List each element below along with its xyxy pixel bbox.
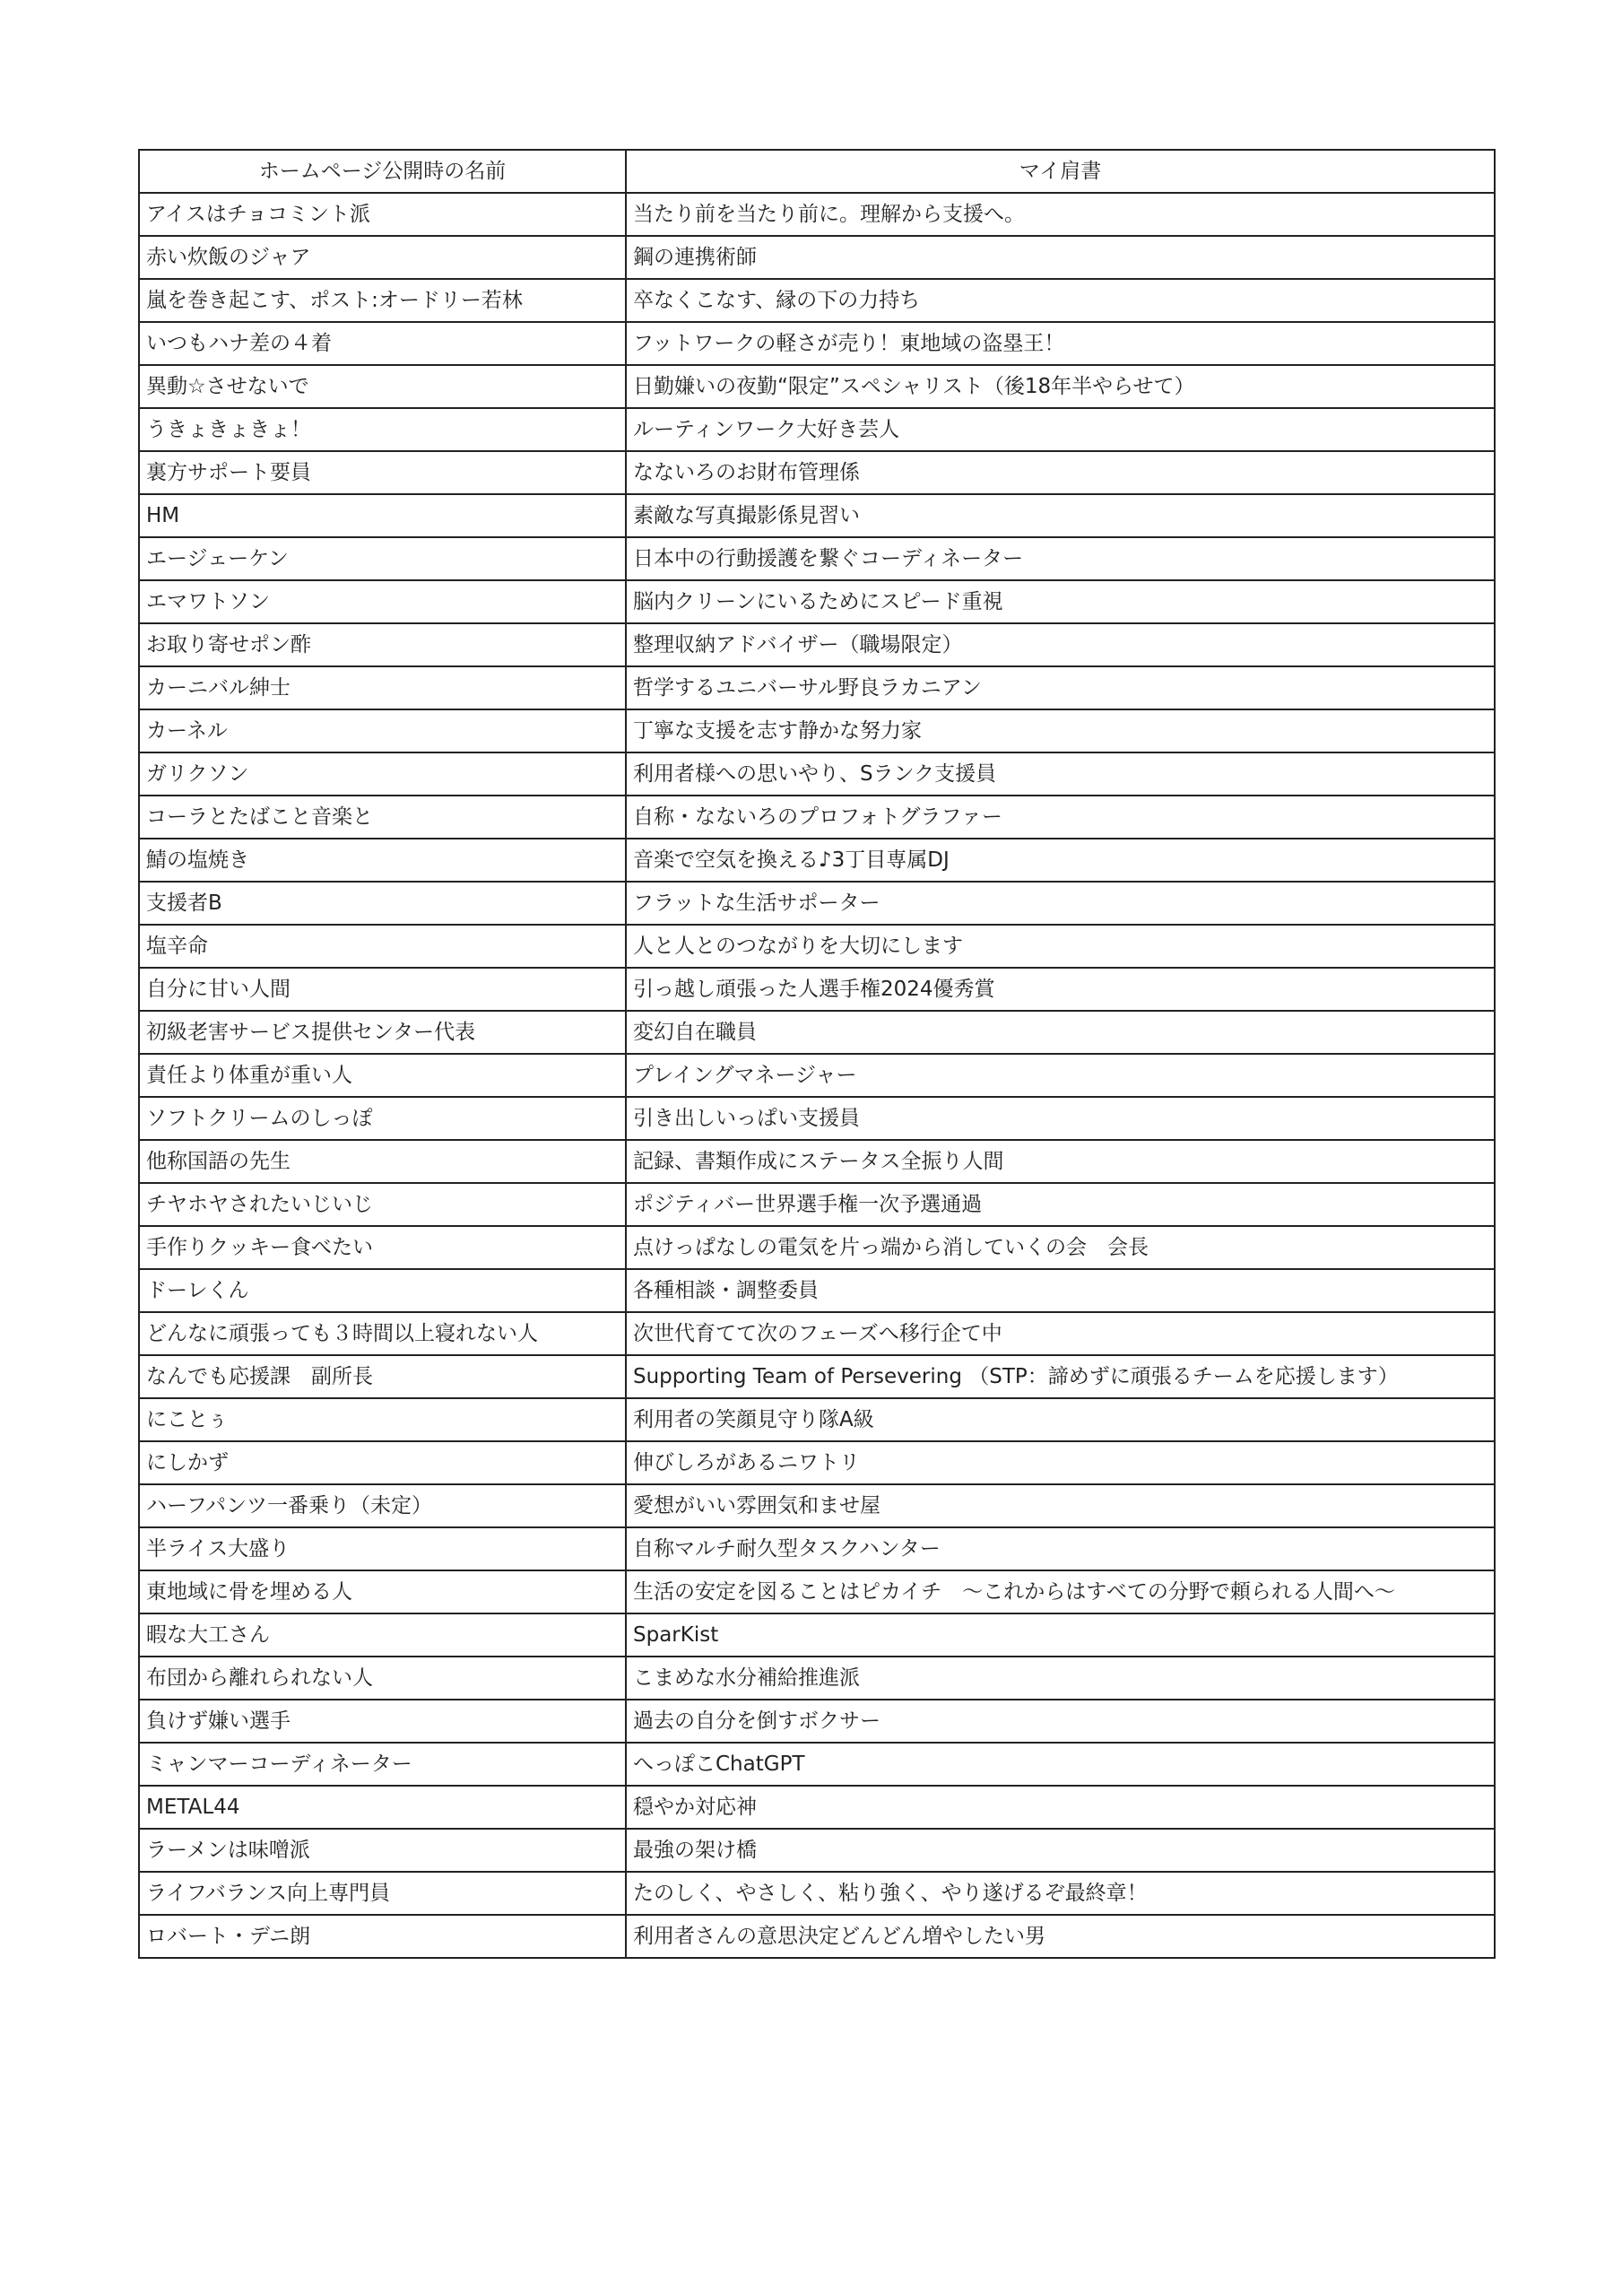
- cell-public-name: 布団から離れられない人: [139, 1657, 626, 1700]
- table-row: [139, 365, 1495, 408]
- cell-public-name: なんでも応援課 副所長: [139, 1355, 626, 1398]
- cell-public-name: にしかず: [139, 1441, 626, 1484]
- cell-my-title: フラットな生活サポーター: [626, 882, 1495, 925]
- table-row: [139, 1829, 1495, 1872]
- cell-my-title: ポジティバー世界選手権一次予選通過: [626, 1183, 1495, 1226]
- cell-public-name: カーニバル紳士: [139, 666, 626, 709]
- cell-public-name: ミャンマーコーディネーター: [139, 1743, 626, 1786]
- cell-my-title: 鋼の連携術師: [626, 236, 1495, 279]
- cell-my-title: 日勤嫌いの夜勤“限定”スペシャリスト（後18年半やらせて）: [626, 365, 1495, 408]
- table-row: [139, 1269, 1495, 1312]
- cell-my-title: ルーティンワーク大好き芸人: [626, 408, 1495, 451]
- cell-public-name: 異動☆させないで: [139, 365, 626, 408]
- table-row: [139, 1183, 1495, 1226]
- cell-public-name: ハーフパンツ一番乗り（未定）: [139, 1484, 626, 1527]
- table-row: [139, 451, 1495, 494]
- cell-my-title: 利用者の笑顔見守り隊A級: [626, 1398, 1495, 1441]
- cell-public-name: 負けず嫌い選手: [139, 1700, 626, 1743]
- table-row: [139, 1226, 1495, 1269]
- table-row: [139, 537, 1495, 580]
- cell-my-title: 記録、書類作成にステータス全振り人間: [626, 1140, 1495, 1183]
- table-row: [139, 796, 1495, 839]
- table-row: [139, 322, 1495, 365]
- cell-my-title: フットワークの軽さが売り！東地域の盗塁王！: [626, 322, 1495, 365]
- cell-public-name: 支援者B: [139, 882, 626, 925]
- cell-my-title: 日本中の行動援護を繋ぐコーディネーター: [626, 537, 1495, 580]
- table-row: [139, 623, 1495, 666]
- cell-my-title: 過去の自分を倒すボクサー: [626, 1700, 1495, 1743]
- cell-public-name: ソフトクリームのしっぽ: [139, 1097, 626, 1140]
- cell-my-title: なないろのお財布管理係: [626, 451, 1495, 494]
- table-row: [139, 709, 1495, 752]
- cell-public-name: エージェーケン: [139, 537, 626, 580]
- cell-my-title: 利用者さんの意思決定どんどん増やしたい男: [626, 1915, 1495, 1958]
- cell-public-name: カーネル: [139, 709, 626, 752]
- cell-my-title: プレイングマネージャー: [626, 1054, 1495, 1097]
- table-row: [139, 752, 1495, 796]
- column-header-name: ホームページ公開時の名前: [139, 150, 626, 193]
- cell-my-title: 各種相談・調整委員: [626, 1269, 1495, 1312]
- cell-my-title: たのしく、やさしく、粘り強く、やり遂げるぞ最終章！: [626, 1872, 1495, 1915]
- table-body: [139, 193, 1495, 1958]
- table-row: [139, 193, 1495, 236]
- cell-my-title: 点けっぱなしの電気を片っ端から消していくの会 会長: [626, 1226, 1495, 1269]
- cell-my-title: 脳内クリーンにいるためにスピード重視: [626, 580, 1495, 623]
- cell-public-name: チヤホヤされたいじいじ: [139, 1183, 626, 1226]
- cell-my-title: 当たり前を当たり前に。理解から支援へ。: [626, 193, 1495, 236]
- table-row: [139, 1011, 1495, 1054]
- cell-my-title: 生活の安定を図ることはピカイチ ～これからはすべての分野で頼られる人間へ～: [626, 1570, 1495, 1613]
- cell-public-name: 塩辛命: [139, 925, 626, 968]
- cell-public-name: お取り寄せポン酢: [139, 623, 626, 666]
- cell-my-title: 伸びしろがあるニワトリ: [626, 1441, 1495, 1484]
- cell-my-title: 自称マルチ耐久型タスクハンター: [626, 1527, 1495, 1570]
- table-row: [139, 1355, 1495, 1398]
- table-row: [139, 494, 1495, 537]
- cell-my-title: 穏やか対応神: [626, 1786, 1495, 1829]
- cell-public-name: 自分に甘い人間: [139, 968, 626, 1011]
- cell-public-name: どんなに頑張っても３時間以上寝れない人: [139, 1312, 626, 1355]
- cell-my-title: Supporting Team of Persevering （STP：諦めずに頑張るチームを応援します）: [626, 1355, 1495, 1398]
- table-row: [139, 925, 1495, 968]
- table-row: [139, 1613, 1495, 1657]
- table-row: [139, 580, 1495, 623]
- table-row: [139, 1786, 1495, 1829]
- table-row: [139, 1527, 1495, 1570]
- cell-public-name: HM: [139, 494, 626, 537]
- table-row: [139, 1743, 1495, 1786]
- cell-my-title: へっぽこChatGPT: [626, 1743, 1495, 1786]
- table-row: [139, 236, 1495, 279]
- cell-public-name: METAL44: [139, 1786, 626, 1829]
- cell-public-name: ガリクソン: [139, 752, 626, 796]
- cell-public-name: 暇な大工さん: [139, 1613, 626, 1657]
- table-row: [139, 968, 1495, 1011]
- cell-public-name: 裏方サポート要員: [139, 451, 626, 494]
- table-row: [139, 408, 1495, 451]
- cell-my-title: 次世代育てて次のフェーズへ移行企て中: [626, 1312, 1495, 1355]
- cell-public-name: 嵐を巻き起こす、ポスト:オードリー若林: [139, 279, 626, 322]
- cell-my-title: 最強の架け橋: [626, 1829, 1495, 1872]
- cell-public-name: アイスはチョコミント派: [139, 193, 626, 236]
- cell-my-title: 引き出しいっぱい支援員: [626, 1097, 1495, 1140]
- cell-public-name: 東地域に骨を埋める人: [139, 1570, 626, 1613]
- table-row: [139, 1441, 1495, 1484]
- table-row: [139, 1054, 1495, 1097]
- cell-public-name: エマワトソン: [139, 580, 626, 623]
- cell-public-name: ラーメンは味噌派: [139, 1829, 626, 1872]
- table-row: [139, 1657, 1495, 1700]
- cell-public-name: 手作りクッキー食べたい: [139, 1226, 626, 1269]
- cell-my-title: こまめな水分補給推進派: [626, 1657, 1495, 1700]
- cell-public-name: ライフバランス向上専門員: [139, 1872, 626, 1915]
- cell-public-name: ドーレくん: [139, 1269, 626, 1312]
- cell-my-title: 引っ越し頑張った人選手権2024優秀賞: [626, 968, 1495, 1011]
- table-row: [139, 1312, 1495, 1355]
- cell-my-title: 変幻自在職員: [626, 1011, 1495, 1054]
- table-row: [139, 1097, 1495, 1140]
- cell-public-name: ロバート・デニ朗: [139, 1915, 626, 1958]
- table-row: [139, 839, 1495, 882]
- table-row: [139, 1570, 1495, 1613]
- table-header-row: [139, 150, 1495, 193]
- cell-public-name: 赤い炊飯のジャア: [139, 236, 626, 279]
- staff-roster-table: [138, 149, 1496, 1959]
- table-row: [139, 279, 1495, 322]
- column-header-title: マイ肩書: [626, 150, 1495, 193]
- cell-my-title: 整理収納アドバイザー（職場限定）: [626, 623, 1495, 666]
- cell-my-title: 音楽で空気を換える♪3丁目専属DJ: [626, 839, 1495, 882]
- cell-public-name: にことぅ: [139, 1398, 626, 1441]
- table-row: [139, 1484, 1495, 1527]
- cell-my-title: 自称・なないろのプロフォトグラファー: [626, 796, 1495, 839]
- table-row: [139, 882, 1495, 925]
- cell-public-name: 初級老害サービス提供センター代表: [139, 1011, 626, 1054]
- cell-public-name: 他称国語の先生: [139, 1140, 626, 1183]
- cell-public-name: うきょきょきょ！: [139, 408, 626, 451]
- table-row: [139, 1140, 1495, 1183]
- table-row: [139, 1700, 1495, 1743]
- document-page: [138, 149, 1494, 1959]
- cell-my-title: 人と人とのつながりを大切にします: [626, 925, 1495, 968]
- cell-my-title: 愛想がいい雰囲気和ませ屋: [626, 1484, 1495, 1527]
- table-row: [139, 666, 1495, 709]
- cell-my-title: 素敵な写真撮影係見習い: [626, 494, 1495, 537]
- cell-my-title: 利用者様への思いやり、Sランク支援員: [626, 752, 1495, 796]
- cell-my-title: 丁寧な支援を志す静かな努力家: [626, 709, 1495, 752]
- cell-public-name: 責任より体重が重い人: [139, 1054, 626, 1097]
- cell-my-title: SparKist: [626, 1613, 1495, 1657]
- cell-public-name: いつもハナ差の４着: [139, 322, 626, 365]
- cell-public-name: 鯖の塩焼き: [139, 839, 626, 882]
- table-row: [139, 1398, 1495, 1441]
- cell-my-title: 哲学するユニバーサル野良ラカニアン: [626, 666, 1495, 709]
- cell-my-title: 卒なくこなす、縁の下の力持ち: [626, 279, 1495, 322]
- table-row: [139, 1915, 1495, 1958]
- cell-public-name: コーラとたばこと音楽と: [139, 796, 626, 839]
- cell-public-name: 半ライス大盛り: [139, 1527, 626, 1570]
- table-row: [139, 1872, 1495, 1915]
